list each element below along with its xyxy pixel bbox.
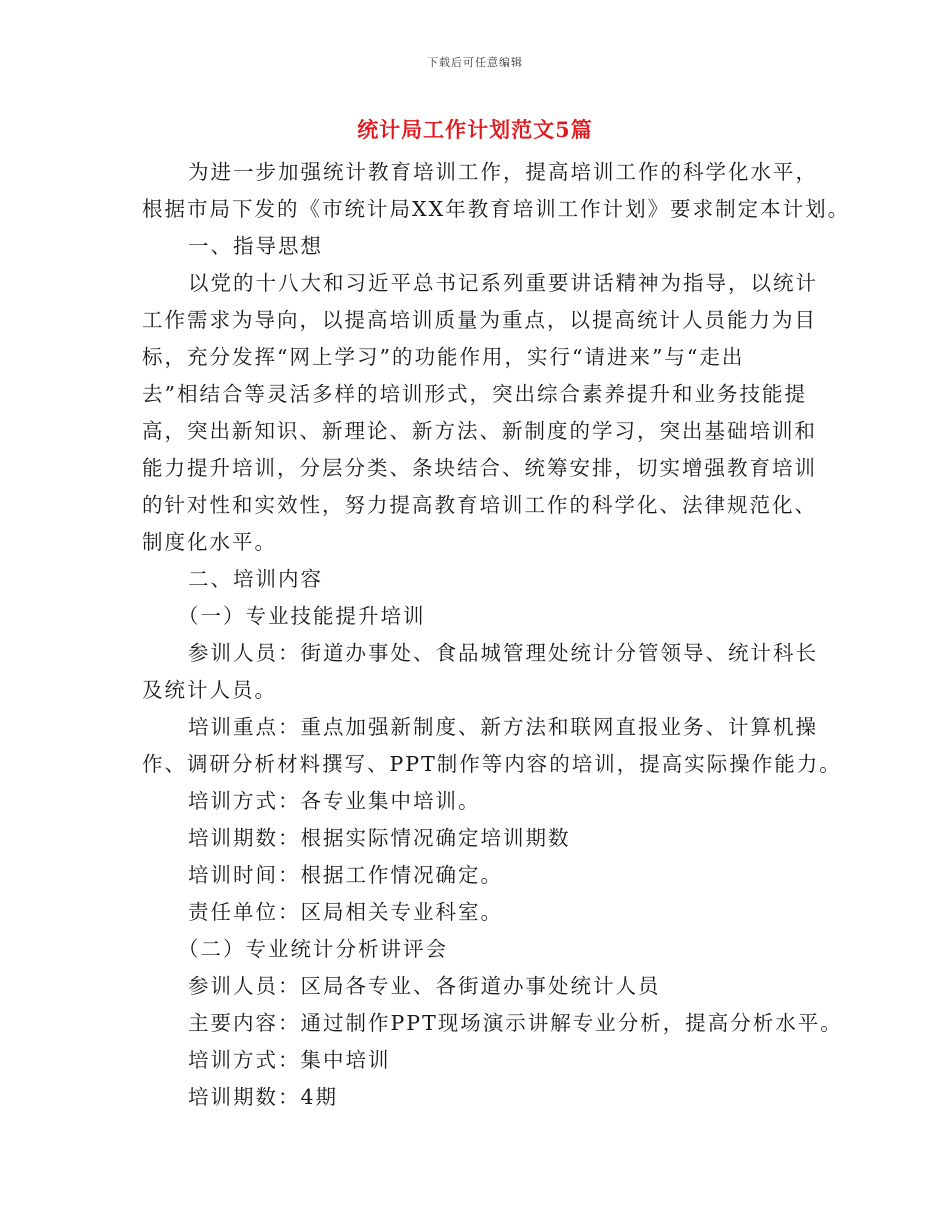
section-heading: 二、培训内容 [188, 567, 323, 591]
paragraph-line: 培训方式：各专业集中培训。 [188, 789, 481, 813]
paragraph-line: 为进一步加强统计教育培训工作，提高培训工作的科学化水平， [188, 160, 818, 184]
paragraph-line: 高，突出新知识、新理论、新方法、新制度的学习，突出基础培训和 [142, 419, 817, 443]
paragraph-line: 以党的十八大和习近平总书记系列重要讲话精神为指导，以统计 [188, 271, 818, 295]
paragraph-line: 及统计人员。 [142, 678, 277, 702]
paragraph-line: 工作需求为导向，以提高培训质量为重点，以提高统计人员能力为目 [142, 308, 817, 332]
paragraph-line: 标，充分发挥“网上学习”的功能作用，实行“请进来”与“走出 [142, 345, 745, 369]
paragraph-line: 去”相结合等灵活多样的培训形式，突出综合素养提升和业务技能提 [142, 382, 807, 406]
subsection-heading: （一）专业技能提升培训 [178, 604, 426, 628]
paragraph-line: 制度化水平。 [142, 530, 277, 554]
paragraph-line: 参训人员：街道办事处、食品城管理处统计分管领导、统计科长 [188, 641, 818, 665]
paragraph-line: 培训期数：根据实际情况确定培训期数 [188, 826, 571, 850]
document-title: 统计局工作计划范文5篇 [357, 117, 593, 142]
paragraph-line: 培训方式：集中培训 [188, 1048, 391, 1072]
paragraph-line: 参训人员：区局各专业、各街道办事处统计人员 [188, 974, 661, 998]
header-note: 下载后可任意编辑 [427, 56, 523, 69]
paragraph-line: 根据市局下发的《市统计局XX年教育培训工作计划》要求制定本计划。 [142, 197, 851, 221]
paragraph-line: 的针对性和实效性，努力提高教育培训工作的科学化、法律规范化、 [142, 493, 817, 517]
subsection-heading: （二）专业统计分析讲评会 [178, 937, 448, 961]
document-body [142, 154, 851, 1116]
paragraph-line: 主要内容：通过制作PPT现场演示讲解专业分析，提高分析水平。 [188, 1011, 843, 1035]
paragraph-line: 培训重点：重点加强新制度、新方法和联网直报业务、计算机操 [188, 715, 818, 739]
section-heading: 一、指导思想 [188, 234, 323, 258]
paragraph-line: 作、调研分析材料撰写、PPT制作等内容的培训，提高实际操作能力。 [142, 752, 842, 776]
paragraph-line: 能力提升培训，分层分类、条块结合、统筹安排，切实增强教育培训 [142, 456, 817, 480]
paragraph-line: 责任单位：区局相关专业科室。 [188, 900, 503, 924]
paragraph-line: 培训期数：4期 [188, 1085, 339, 1109]
paragraph-line: 培训时间：根据工作情况确定。 [188, 863, 503, 887]
